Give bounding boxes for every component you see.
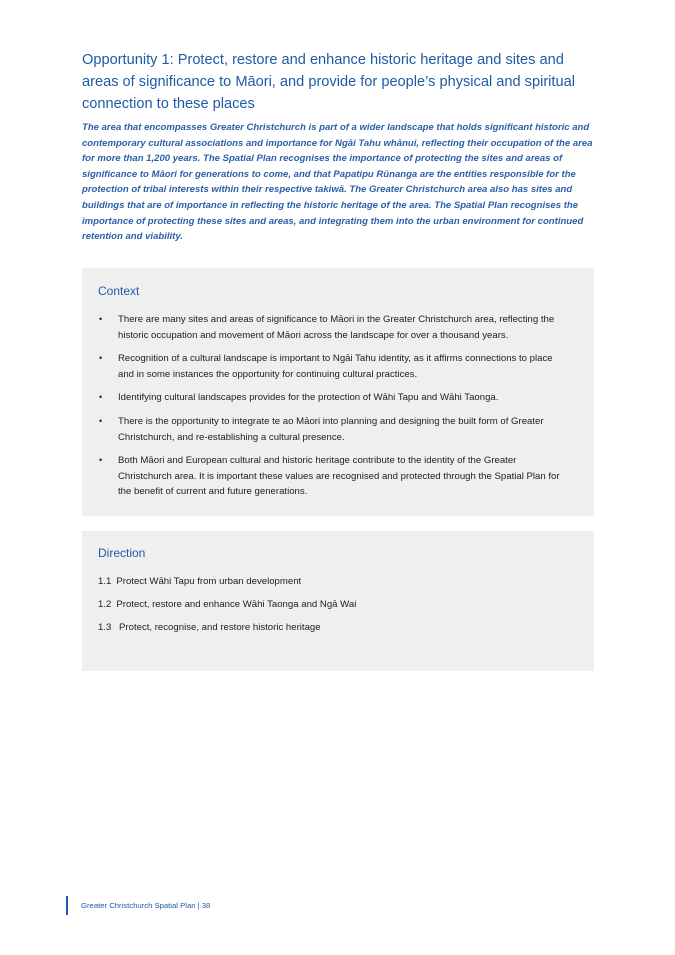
- context-item: [96, 390, 568, 406]
- direction-item-number: 1.1: [98, 576, 112, 587]
- footer-page-label: Greater Christchurch Spatial Plan | 38: [81, 900, 211, 910]
- direction-item: [98, 574, 356, 590]
- context-item-text: Recognition of a cultural landscape is important to Ngāi Tahu identity, as it affirms connections to place and in some instances the opportunity for continuing cultural practices.: [118, 353, 553, 380]
- direction-item: [98, 597, 356, 613]
- direction-item-number: 1.3: [98, 621, 112, 633]
- context-item: [96, 453, 568, 500]
- bullet-icon: •: [99, 314, 103, 324]
- direction-item-number: 1.2: [98, 598, 112, 610]
- direction-box: [82, 531, 594, 671]
- bullet-icon: •: [99, 415, 103, 426]
- context-title: Context: [98, 284, 140, 298]
- context-list: [96, 312, 568, 508]
- bullet-icon: •: [99, 392, 103, 403]
- context-item-text: There are many sites and areas of significance to Māori in the Greater Christchurch area, reflecting the historic occupation and movement of Māori across the landscape for over a thousand years.: [118, 314, 555, 341]
- context-box: [82, 268, 594, 516]
- footer-accent-bar: [66, 896, 68, 915]
- direction-list: [98, 574, 356, 643]
- context-item: [96, 312, 568, 343]
- direction-item-text: Protect, restore and enhance Wāhi Taonga and Ngā Wai: [116, 598, 357, 610]
- direction-title: Direction: [98, 546, 146, 560]
- direction-item: [98, 620, 356, 636]
- context-item-text: There is the opportunity to integrate te ao Māori into planning and designing the built form of Greater Christchurch, and re-establishing a cultural presence.: [118, 415, 544, 443]
- context-item-text: Identifying cultural landscapes provides for the protection of Wāhi Tapu and Wāhi Taonga.: [118, 392, 499, 404]
- bullet-icon: •: [99, 455, 103, 466]
- bullet-icon: •: [99, 353, 103, 364]
- page-heading: Opportunity 1: Protect, restore and enhance historic heritage and sites and areas of significance to Māori, and provide for people’s physical and spiritual connection to these places: [82, 52, 575, 112]
- intro-paragraph: The area that encompasses Greater Christchurch is part of a wider landscape that holds significant historic and contemporary cultural associations and importance for Ngāi Tahu whānui, reflecting their occupation of the area for more than 1,200 years. The Spatial Plan recognises the importance of protecting the sites and areas of significance to Māori for generations to come, and that Papatipu Rūnanga are the entities responsible for the protection of tribal interests within their respective takiwā. The Greater Christchurch area also has sites and buildings that are of importance in reflecting the historic heritage of the area. The Spatial Plan recognises the importance of protecting these sites and areas, and integrating them into the urban environment for continued retention and viability.: [82, 122, 593, 243]
- context-item: [96, 414, 568, 445]
- context-item-text: Both Māori and European cultural and historic heritage contribute to the identity of the Greater Christchurch area. It is important these values are recognised and protected through the Spatial Plan for the benefit of current and future generations.: [118, 455, 560, 498]
- direction-item-text: Protect, recognise, and restore historic heritage: [116, 621, 321, 633]
- context-item: [96, 351, 568, 382]
- page-footer: [66, 896, 210, 914]
- direction-item-text: Protect Wāhi Tapu from urban development: [116, 576, 302, 587]
